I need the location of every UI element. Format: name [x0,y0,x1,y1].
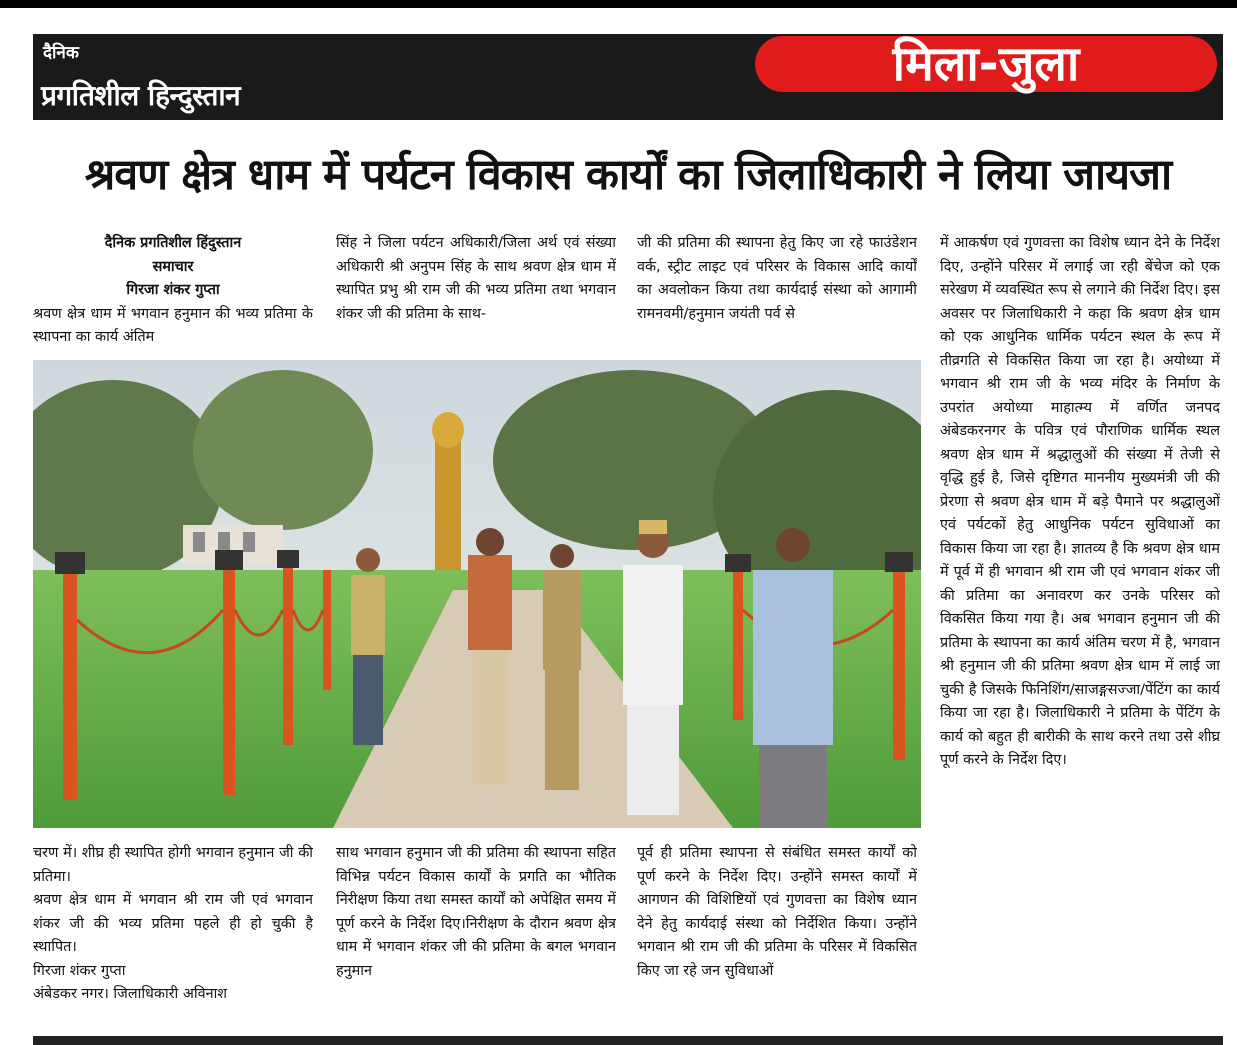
top-rule [0,0,1237,8]
paper-name: प्रगतिशील हिन्दुस्तान [41,79,241,112]
news-photo [33,360,921,828]
column-1-para-2: श्रवण क्षेत्र धाम में भगवान श्री राम जी एवं भगवान शंकर जी की भव्य प्रतिमा पहले ही हो चुकी है स्थापित। [33,892,313,955]
byline-author: गिरजा शंकर गुप्ता [126,282,220,298]
column-4-text: में आकर्षण एवं गुणवत्ता का विशेष ध्यान देने के निर्देश दिए, उन्होंने परिसर में लगाई जा रही बेंचेज को एक सरेखण में व्यवस्थित रूप से लगाने की निर्देश दिए। इस अवसर पर जिलाधिकारी ने कहा कि श्रवण क्षेत्र धाम को एक आधुनिक धार्मिक पर्यटन स्थल के रूप में तीव्रगति से विकसित किया जा रहा है। अयोध्या में भगवान श्री राम जी के भव्य मंदिर के निर्माण के उपरांत अयोध्या माहात्म्य में वर्णित जनपद अंबेडकरनगर के पवित्र एवं पौराणिक धार्मिक स्थल श्रवण क्षेत्र धाम में श्रद्धालुओं की संख्या में तेजी से वृद्धि हुई है, जिसे दृष्टिगत माननीय मुख्यमंत्री जी की प्रेरणा से श्रवण क्षेत्र धाम में बड़े पैमाने पर श्रद्धालुओं एवं पर्यटकों हेतु आधुनिक पर्यटन सुविधाओं का विकास किया जा रहा है। ज्ञातव्य है कि श्रवण क्षेत्र धाम में पूर्व में ही भगवान श्री राम जी एवं भगवान शंकर जी की प्रतिमा का अनावरण कर उनके परिसर को विकसित किया गया है। अब भगवान हनुमान जी की प्रतिमा के स्थापना का कार्य अंतिम चरण में है, भगवान श्री हनुमान जी की प्रतिमा श्रवण क्षेत्र धाम में लाई जा चुकी है जिसके फिनिशिंग/साजङ्गसज्जा/पेंटिंग का कार्य किया जा रहा है। जिलाधिकारी ने प्रतिमा के पेंटिंग के कार्य को बहुत ही बारीकी के साथ करने तथा उसे शीघ्र पूर्ण करने के निर्देश दिए। [940,235,1220,768]
column-3-top [637,232,917,360]
column-3-bottom-text: पूर्व ही प्रतिमा स्थापना से संबंधित समस्त कार्यों को पूर्ण करने के निर्देश दिए। उन्होंने समस्त कार्यों में आगणन की विशिष्टियों एवं गुणवत्ता का विशेष ध्यान देने हेतु कार्यदाई संस्था को निर्देशित किया। उन्होंने भगवान श्री राम जी की प्रतिमा के परिसर में विकसित किए जा रहे जन सुविधाओं [637,845,917,979]
column-4 [940,232,1220,1032]
column-1-para-4: अंबेडकर नगर। जिलाधिकारी अविनाश [33,986,228,1002]
headline: श्रवण क्षेत्र धाम में पर्यटन विकास कार्यों का जिलाधिकारी ने लिया जायजा [84,150,1172,200]
column-2-text: सिंह ने जिला पर्यटन अधिकारी/जिला अर्थ एवं संख्या अधिकारी श्री अनुपम सिंह के साथ श्रवण क्षेत्र धाम में स्थापित प्रभु श्री राम जी की भव्य प्रतिमा तथा भगवान शंकर जी की प्रतिमा के साथ- [336,235,616,322]
column-3-bottom [637,842,917,1032]
column-3-text: जी की प्रतिमा की स्थापना हेतु किए जा रहे फाउंडेशन वर्क, स्ट्रीट लाइट एवं परिसर के विकास आदि कार्यों का अवलोकन किया तथा कार्यदाई संस्था को आगामी रामनवमी/हनुमान जयंती पर्व से [637,235,917,322]
column-1-text: श्रवण क्षेत्र धाम में भगवान हनुमान की भव्य प्रतिमा के स्थापना का कार्य अंतिम [33,305,313,345]
column-1-para-3: गिरजा शंकर गुप्ता [33,962,126,979]
paper-name-prefix: दैनिक [43,43,79,63]
section-label: मिला-जुला [755,36,1217,92]
column-1-top [33,232,313,360]
column-2-bottom-text: साथ भगवान हनुमान जी की प्रतिमा की स्थापना सहित विभिन्न पर्यटन विकास कार्यों के प्रगति का भौतिक निरीक्षण किया तथा समस्त कार्यों को अपेक्षित समय में पूर्ण करने के निर्देश दिए।निरीक्षण के दौरान श्रवण क्षेत्र धाम में भगवान शंकर जी की प्रतिमा के बगल भगवान हनुमान [336,845,616,979]
byline-news: समाचार [152,258,194,275]
byline-paper: दैनिक प्रगतिशील हिंदुस्तान [104,235,242,251]
bottom-rule [33,1036,1223,1045]
column-1-para-1: चरण में। शीघ्र ही स्थापित होगी भगवान हनुमान जी की प्रतिमा। [33,845,313,885]
column-1-bottom [33,842,313,1032]
masthead [33,34,1223,120]
column-2-bottom [336,842,616,1032]
column-2-top [336,232,616,360]
